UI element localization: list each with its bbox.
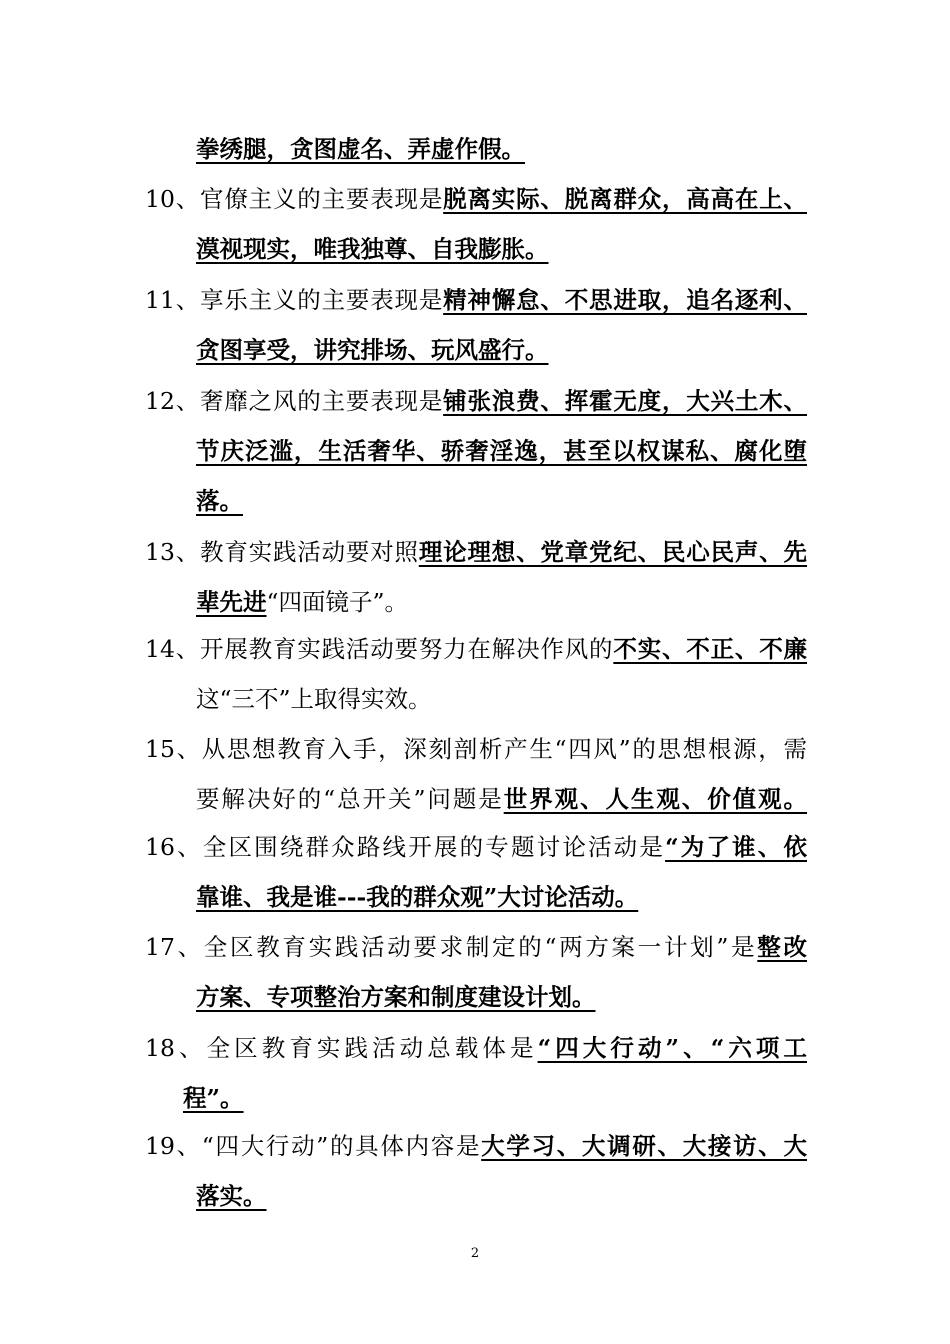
item-12-line-3: [196, 484, 243, 518]
item-16-line-2: [196, 880, 638, 914]
item-10-line-2: [196, 232, 549, 266]
question-text: 14、开展教育实践活动要努力在解决作风的: [145, 635, 614, 663]
question-text: “四面镜子”。: [266, 588, 409, 616]
answer-text: 辈先进: [196, 588, 267, 616]
question-text: 19、“四大行动”的具体内容是: [145, 1132, 482, 1160]
answer-text: 贪图享受，讲究排场、玩风盛行。: [196, 336, 549, 364]
item-19-line-2: [196, 1179, 267, 1213]
item-14-line-1: [145, 632, 807, 666]
item-19-line-1: [145, 1129, 807, 1163]
question-text: 17、全区教育实践活动要求制定的“两方案一计划”是: [145, 933, 758, 961]
item-16-line-1: [145, 830, 807, 864]
item-11-line-2: [196, 333, 549, 367]
answer-text: 脱离实际、脱离群众，高高在上、: [443, 185, 807, 213]
item-15-line-2: [196, 782, 807, 816]
answer-text: 大学习、大调研、大接访、大: [481, 1132, 807, 1160]
item-12-line-1: [145, 384, 807, 418]
question-text: 10、官僚主义的主要表现是: [145, 185, 444, 213]
question-text: 12、奢靡之风的主要表现是: [145, 387, 444, 415]
question-text: 18、全区教育实践活动总载体是: [145, 1034, 538, 1062]
answer-text: 不实、不正、不廉: [613, 635, 808, 663]
item-17-line-1: [145, 930, 807, 964]
answer-text: 落。: [196, 487, 243, 515]
page-number: 2: [470, 1246, 480, 1261]
item-18-line-2: [183, 1081, 244, 1115]
answer-text: “四大行动”、“六项工: [537, 1034, 807, 1062]
item-11-line-1: [145, 283, 807, 317]
question-text: 13、教育实践活动要对照: [145, 538, 419, 566]
answer-text: 理论理想、党章党纪、民心民声、先: [418, 538, 807, 566]
item-10-line-1: [145, 182, 807, 216]
answer-text: 世界观、人生观、价值观。: [503, 785, 808, 813]
answer-text: 靠谁、我是谁---我的群众观”大讨论活动。: [196, 883, 639, 911]
question-text: 这“三不”上取得实效。: [196, 685, 432, 713]
answer-text: 整改: [757, 933, 807, 961]
answer-text: 精神懈怠、不思进取，追名逐利、: [443, 286, 807, 314]
answer-text: 铺张浪费、挥霍无度，大兴土木、: [443, 387, 807, 415]
answer-text: 方案、专项整治方案和制度建设计划。: [196, 983, 596, 1011]
question-text: 15、从思想教育入手，深刻剖析产生“四风”的思想根源，需: [145, 735, 807, 763]
answer-text: 节庆泛滥，生活奢华、骄奢淫逸，甚至以权谋私、腐化堕: [196, 437, 807, 465]
answer-text: 拳绣腿，贪图虚名、弄虚作假。: [196, 135, 525, 163]
item-17-line-2: [196, 980, 596, 1014]
question-text: 11、享乐主义的主要表现是: [145, 286, 444, 314]
question-text: 要解决好的“总开关”问题是: [196, 785, 504, 813]
item-15-line-1: [145, 732, 807, 766]
item-13-line-1: [145, 535, 807, 569]
item-12-line-2: [196, 434, 807, 468]
question-text: 16、全区围绕群众路线开展的专题讨论活动是: [145, 833, 666, 861]
answer-text: 落实。: [196, 1182, 267, 1210]
answer-text: 程”。: [183, 1084, 244, 1112]
item-13-line-2: [196, 585, 408, 619]
item-18-line-1: [145, 1031, 807, 1065]
item-14-line-2: [196, 682, 432, 716]
item-9-line-2: [196, 132, 525, 166]
answer-text: 漠视现实，唯我独尊、自我膨胀。: [196, 235, 549, 263]
answer-text: “为了谁、依: [665, 833, 807, 861]
